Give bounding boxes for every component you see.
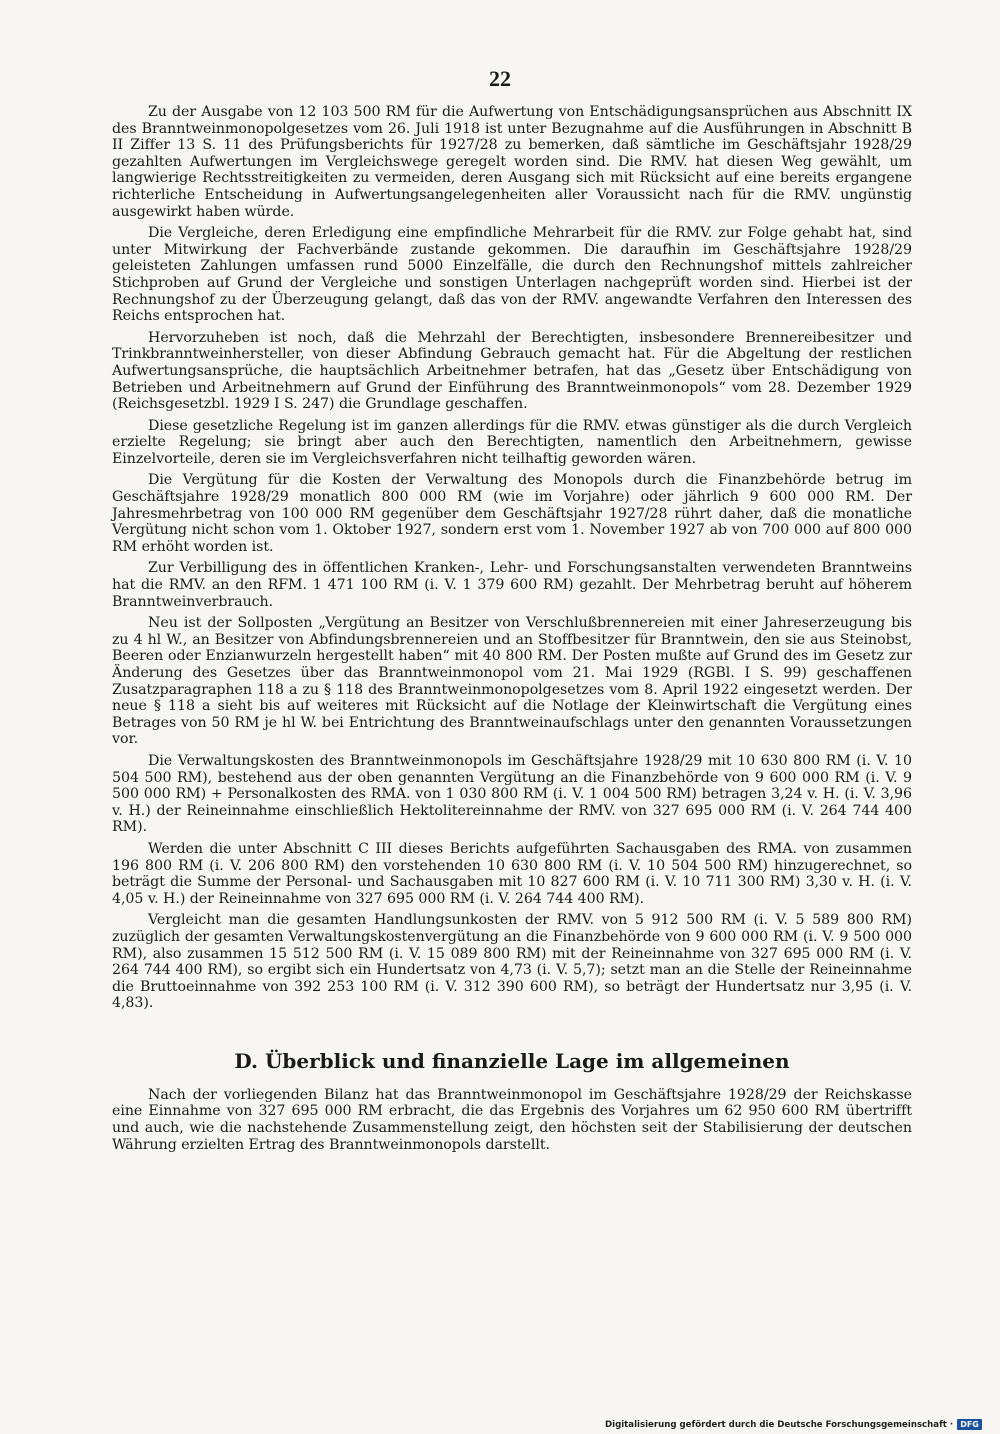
paragraph: Die Vergütung für die Kosten der Verwaltung des Monopols durch die Finanzbehörde betrug im Geschäftsjahre 1928/29 monatlich 800 000 RM (wie im Vorjahre) oder jährlich 9 600 000 RM. Der Jahresmehrbetrag von 100 000 RM gegenüber dem Geschäftsjahr 1927/28 rührt daher, daß die monatliche Vergütung nicht schon vom 1. Oktober 1927, sondern erst vom 1. November 1927 ab von 700 000 auf 800 000 RM erhöht worden ist. <box>112 472 912 555</box>
digitization-footer <box>605 1419 992 1430</box>
section-heading: D. Überblick und finanzielle Lage im allgemeinen <box>234 1048 790 1073</box>
paragraph: Hervorzuheben ist noch, daß die Mehrzahl der Berechtigten, insbesondere Brennereibesitzer und Trinkbranntweinhersteller, von dieser Abfindung Gebrauch gemacht hat. Für die Abgeltung der restlichen Aufwertungsansprüche, die hauptsächlich Arbeitnehmer betrafen, hat das „Gesetz über Entschädigung von Betrieben und Arbeitnehmern auf Grund der Einführung des Branntweinmonopols“ vom 28. Dezember 1929 (Reichsgesetzbl. 1929 I S. 247) die Grundlage geschaffen. <box>112 329 912 413</box>
paragraph: Diese gesetzliche Regelung ist im ganzen allerdings für die RMV. etwas günstiger als die durch Vergleich erzielte Regelung; sie bringt aber auch den Berechtigten, namentlich den Arbeitnehmern, gewisse Einzelvorteile, deren sie im Vergleichsverfahren nicht teilhaftig geworden wären. <box>112 417 912 467</box>
paragraph: Die Verwaltungskosten des Branntweinmonopols im Geschäftsjahre 1928/29 mit 10 630 800 RM (i. V. 10 504 500 RM), bestehend aus der oben genannten Vergütung an die Finanzbehörde von 9 600 000 RM (i. V. 9 500 000 RM) + Personalkosten des RMA. von 1 030 800 RM (i. V. 1 004 500 RM) betragen 3,24 v. H. (i. V. 3,96 v. H.) der Reineinnahme einschließlich Hektolitereinnahme der RMV. von 327 695 000 RM (i. V. 264 744 400 RM). <box>112 752 912 836</box>
paragraph: Zur Verbilligung des in öffentlichen Kranken-, Lehr- und Forschungsanstalten verwendeten Branntweins hat die RMV. an den RFM. 1 471 100 RM (i. V. 1 379 600 RM) gezahlt. Der Mehrbetrag beruht auf höherem Branntweinverbrauch. <box>112 560 912 610</box>
paragraph: Zu der Ausgabe von 12 103 500 RM für die Aufwertung von Entschädigungsansprüchen aus Abschnitt IX des Branntweinmonopolgesetzes vom 26. Juli 1918 ist unter Bezugnahme auf die Ausführungen in Abschnitt B II Ziffer 13 S. 11 des Prüfungsberichts für 1927/28 zu bemerken, daß sämtliche im Geschäftsjahr 1928/29 gezahlten Aufwertungen im Vergleichswege geregelt worden sind. Die RMV. hat diesen Weg gewählt, um langwierige Rechtsstreitigkeiten zu vermeiden, deren Ausgang sich mit Rücksicht auf eine bereits ergangene richterliche Entscheidung in Aufwertungsangelegenheiten aller Voraussicht nach für die RMV. ungünstig ausgewirkt haben würde. <box>112 104 912 220</box>
dfg-logo: DFG <box>957 1419 982 1430</box>
paragraph: Die Vergleiche, deren Erledigung eine empfindliche Mehrarbeit für die RMV. zur Folge gehabt hat, sind unter Mitwirkung der Fachverbände zustande gekommen. Die daraufhin im Geschäftsjahre 1928/29 geleisteten Zahlungen umfassen rund 5000 Einzelfälle, die durch den Rechnungshof mittels zahlreicher Stichproben auf Grund der Vergleiche und sonstigen Unterlagen nachgeprüft worden sind. Hierbei ist der Rechnungshof zu der Überzeugung gelangt, daß das von der RMV. angewandte Verfahren den Interessen des Reichs entsprochen hat. <box>112 225 912 325</box>
page-number: 22 <box>489 66 511 91</box>
paragraph: Nach der vorliegenden Bilanz hat das Branntweinmonopol im Geschäftsjahre 1928/29 der Reichskasse eine Einnahme von 327 695 000 RM erbracht, die das Ergebnis des Vorjahres um 62 950 600 RM übertrifft und auch, wie die nachstehende Zusammenstellung zeigt, den höchsten seit der Stabilisierung der deutschen Währung erzielten Ertrag des Branntweinmonopols darstellt. <box>112 1086 912 1153</box>
footer-text: Digitalisierung gefördert durch die Deutsche Forschungsgemeinschaft · <box>605 1419 954 1430</box>
paragraph: Neu ist der Sollposten „Vergütung an Besitzer von Verschlußbrennereien mit einer Jahreserzeugung bis zu 4 hl W., an Besitzer von Abfindungsbrennereien und an Stoffbesitzer für Branntwein, den sie aus Steinobst, Beeren oder Enzianwurzeln hergestellt haben“ mit 40 800 RM. Der Posten mußte auf Grund des im Gesetz zur Änderung des Gesetzes über das Branntweinmonopol vom 21. Mai 1929 (RGBl. I S. 99) geschaffenen Zusatzparagraphen 118 a zu § 118 des Branntweinmonopolgesetzes vom 8. April 1922 eingesetzt werden. Der neue § 118 a sieht bis auf weiteres mit Rücksicht auf die Notlage der Kleinwirtschaft die Vergütung eines Betrages von 50 RM je hl W. bei Entrichtung des Branntweinaufschlags unter den genannten Voraussetzungen vor. <box>112 615 912 748</box>
paragraph: Vergleicht man die gesamten Handlungsunkosten der RMV. von 5 912 500 RM (i. V. 5 589 800 RM) zuzüglich der gesamten Verwaltungskostenvergütung an die Finanzbehörde von 9 600 000 RM (i. V. 9 500 000 RM), also zusammen 15 512 500 RM (i. V. 15 089 800 RM) mit der Reineinnahme von 327 695 000 RM (i. V. 264 744 400 RM), so ergibt sich ein Hundertsatz von 4,73 (i. V. 5,7); setzt man an die Stelle der Reineinnahme die Bruttoeinnahme von 392 253 100 RM (i. V. 312 390 600 RM), so beträgt der Hundertsatz nur 3,95 (i. V. 4,83). <box>112 912 912 1012</box>
paragraph: Werden die unter Abschnitt C III dieses Berichts aufgeführten Sachausgaben des RMA. von zusammen 196 800 RM (i. V. 206 800 RM) den vorstehenden 10 630 800 RM (i. V. 10 504 500 RM) hinzugerechnet, so beträgt die Summe der Personal- und Sachausgaben mit 10 827 600 RM (i. V. 10 711 300 RM) 3,30 v. H. (i. V. 4,05 v. H.) der Reineinnahme von 327 695 000 RM (i. V. 264 744 400 RM). <box>112 840 912 907</box>
document-body <box>112 104 912 1158</box>
